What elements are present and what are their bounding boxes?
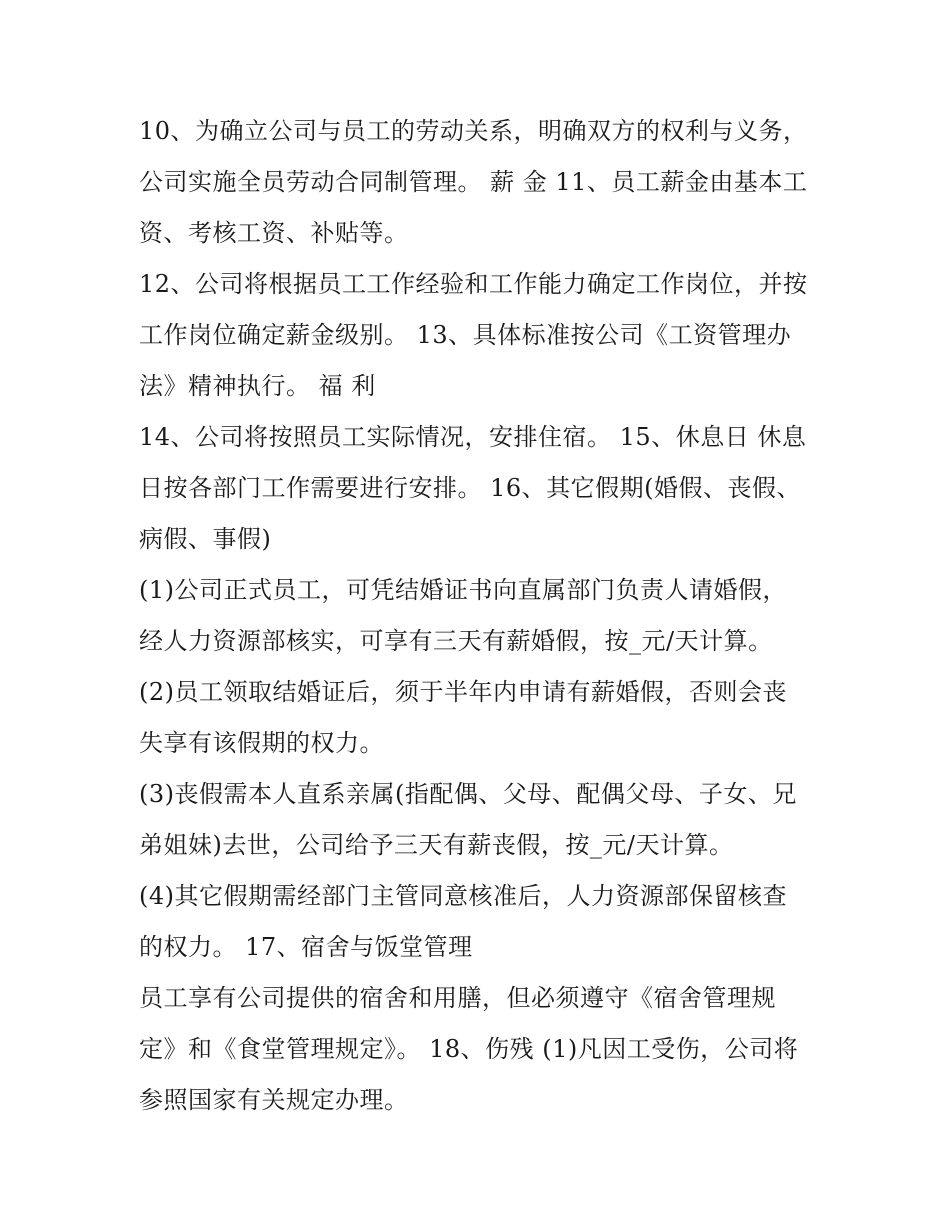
text-line: 失享有该假期的权力。 bbox=[139, 729, 384, 757]
text-line: 工作岗位确定薪金级别。 13、具体标准按公司《工资管理办 bbox=[139, 321, 792, 349]
paragraph-marriage-leave-2 bbox=[139, 667, 819, 769]
text-line: 定》和《食堂管理规定》。 18、伤残 (1)凡因工受伤，公司将 bbox=[139, 1035, 799, 1063]
text-line: (1)公司正式员工，可凭结婚证书向直属部门负责人请婚假， bbox=[139, 576, 787, 604]
text-line: 10、为确立公司与员工的劳动关系，明确双方的权利与义务， bbox=[139, 117, 808, 145]
text-line: 弟姐妹)去世，公司给予三天有薪丧假，按_元/天计算。 bbox=[139, 831, 734, 859]
paragraph-housing-rest-days-leave bbox=[139, 412, 819, 565]
paragraph-bereavement-leave bbox=[139, 769, 819, 871]
paragraph-other-leave-and-dormitory bbox=[139, 871, 819, 973]
paragraph-dormitory-canteen-injury bbox=[139, 973, 819, 1126]
text-line: (3)丧假需本人直系亲属(指配偶、父母、配偶父母、子女、兄 bbox=[139, 780, 797, 808]
paragraph-labor-contract-and-salary bbox=[139, 106, 819, 259]
text-line: 公司实施全员劳动合同制管理。 薪 金 11、员工薪金由基本工 bbox=[139, 168, 808, 196]
document-body bbox=[139, 106, 819, 1126]
text-line: 参照国家有关规定办理。 bbox=[139, 1086, 409, 1114]
paragraph-job-position-and-pay-grade bbox=[139, 259, 819, 412]
text-line: (4)其它假期需经部门主管同意核准后，人力资源部保留核查 bbox=[139, 882, 787, 910]
text-line: 经人力资源部核实，可享有三天有薪婚假，按_元/天计算。 bbox=[139, 627, 773, 655]
text-line: 病假、事假) bbox=[139, 525, 272, 553]
text-line: 日按各部门工作需要进行安排。 16、其它假期(婚假、丧假、 bbox=[139, 474, 802, 502]
text-line: 14、公司将按照员工实际情况，安排住宿。 15、休息日 休息 bbox=[139, 423, 807, 451]
text-line: 员工享有公司提供的宿舍和用膳，但必须遵守《宿舍管理规 bbox=[139, 984, 776, 1012]
text-line: 的权力。 17、宿舍与饭堂管理 bbox=[139, 933, 473, 961]
text-line: (2)员工领取结婚证后，须于半年内申请有薪婚假，否则会丧 bbox=[139, 678, 787, 706]
text-line: 法》精神执行。 福 利 bbox=[139, 372, 376, 400]
text-line: 12、公司将根据员工工作经验和工作能力确定工作岗位，并按 bbox=[139, 270, 808, 298]
paragraph-marriage-leave-1 bbox=[139, 565, 819, 667]
text-line: 资、考核工资、补贴等。 bbox=[139, 219, 409, 247]
